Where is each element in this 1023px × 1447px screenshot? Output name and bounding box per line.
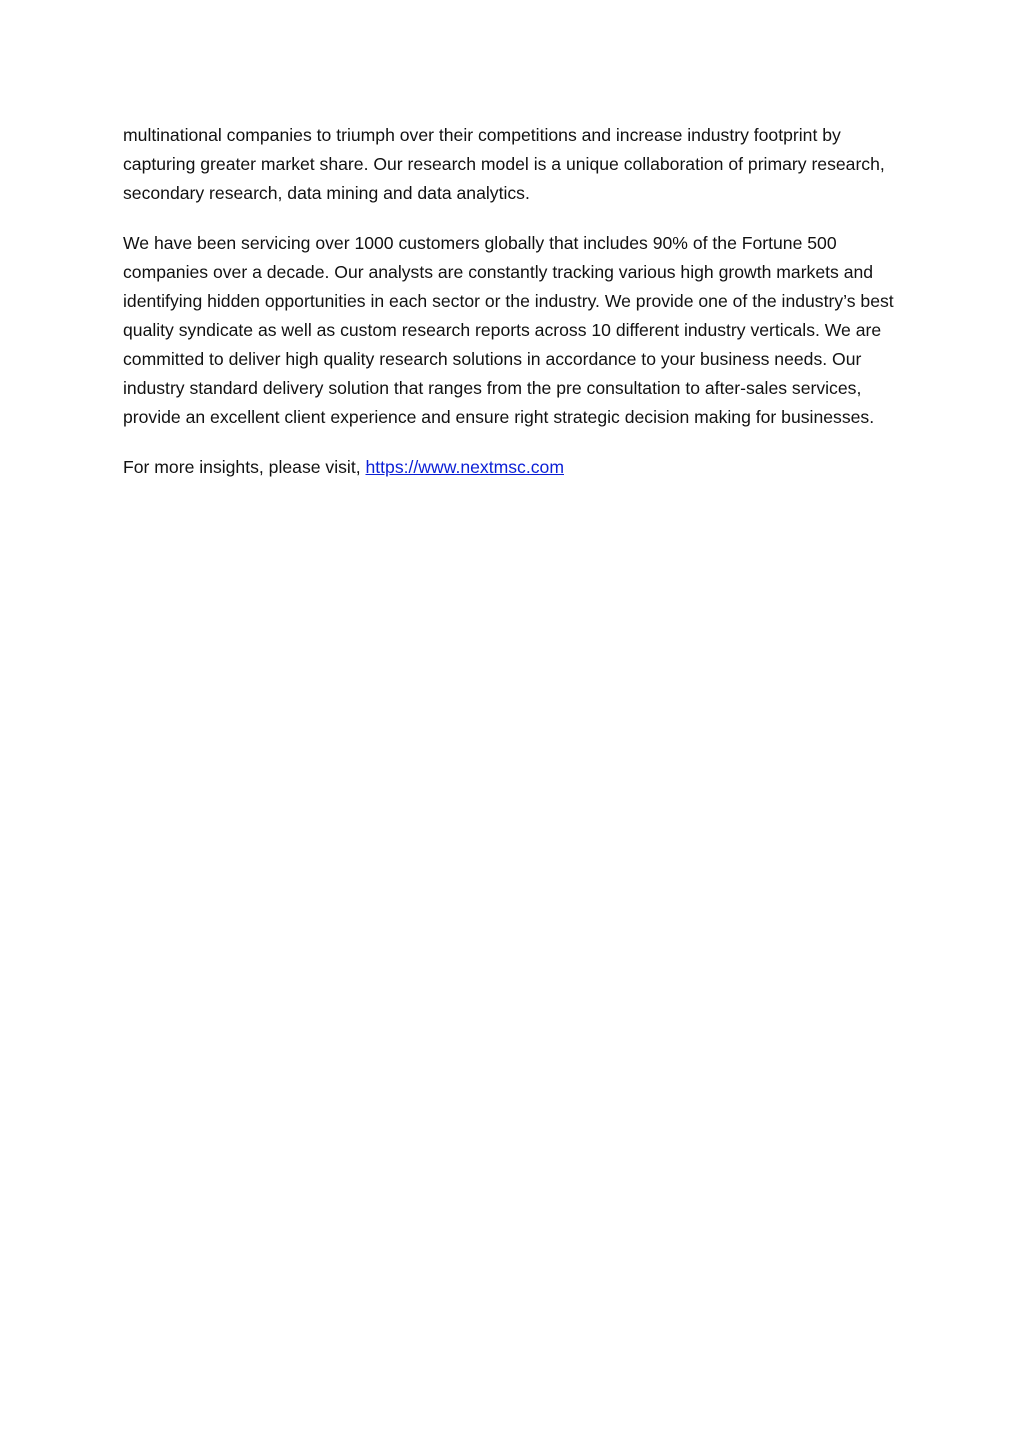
paragraph-intro: multinational companies to triumph over their competitions and increase industry footprint by capturing greater market share. Our research model is a unique collaboration of primary research, secondary research, data mining and data analytics. [123, 125, 885, 203]
closing-text: For more insights, please visit, [123, 457, 366, 477]
paragraph-closing [123, 453, 903, 482]
paragraph-services: We have been servicing over 1000 customers globally that includes 90% of the Fortune 500 companies over a decade. Our analysts are constantly tracking various high growth markets and identifying hidden opportunities in each sector or the industry. We provide one of the industry’s best quality syndicate as well as custom research reports across 10 different industry verticals. We are committed to deliver high quality research solutions in accordance to your business needs. Our industry standard delivery solution that ranges from the pre consultation to after-sales services, provide an excellent client experience and ensure right strategic decision making for businesses. [123, 233, 894, 427]
website-link[interactable]: https://www.nextmsc.com [365, 457, 564, 477]
document-body [123, 121, 903, 503]
